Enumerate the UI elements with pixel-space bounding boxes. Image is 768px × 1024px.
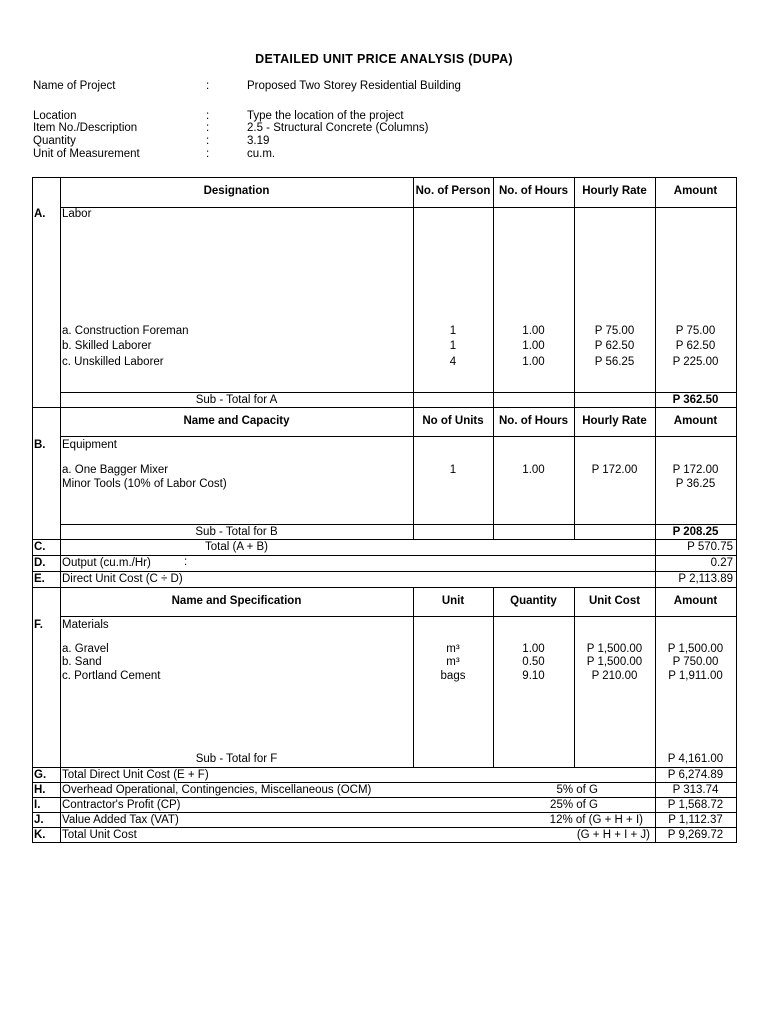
col-header-name-capacity: Name and Capacity [183, 415, 290, 427]
table-divider [32, 797, 737, 798]
row-letter: J. [34, 814, 44, 826]
equipment-row-amount: P 36.25 [675, 478, 716, 490]
equipment-row-rate: P 172.00 [591, 464, 638, 476]
row-letter: D. [34, 557, 46, 569]
labor-row-persons: 1 [449, 340, 457, 352]
labor-row-amount: P 225.00 [672, 356, 719, 368]
col-header-rate: Hourly Rate [582, 415, 647, 427]
labor-row-name: b. Skilled Laborer [62, 340, 152, 352]
table-divider [32, 571, 737, 572]
equipment-row-name: Minor Tools (10% of Labor Cost) [62, 478, 227, 490]
table-divider [60, 524, 737, 525]
table-divider [60, 207, 737, 208]
labor-row-rate: P 62.50 [594, 340, 635, 352]
subtotal-label: Sub - Total for B [195, 526, 278, 538]
labor-row-rate: P 56.25 [594, 356, 635, 368]
table-border-right [736, 177, 737, 843]
item-label: Item No./Description [33, 122, 138, 134]
table-divider [60, 177, 61, 843]
labor-row-amount: P 75.00 [675, 325, 716, 337]
unit-value: cu.m. [247, 148, 276, 160]
section-letter: B. [34, 439, 46, 451]
material-row-qty: 9.10 [522, 670, 545, 682]
table-divider [655, 177, 656, 843]
table-divider [32, 782, 737, 783]
summary-basis: (G + H + I + J) [576, 829, 650, 841]
col-header-unit-cost: Unit Cost [588, 595, 641, 607]
summary-label: Direct Unit Cost (C ÷ D) [62, 573, 183, 585]
table-border-left [32, 177, 33, 843]
section-title: Labor [62, 208, 92, 220]
item-value: 2.5 - Structural Concrete (Columns) [247, 122, 429, 134]
table-divider [32, 767, 737, 768]
colon: : [206, 135, 210, 147]
labor-row-name: a. Construction Foreman [62, 325, 189, 337]
row-letter: K. [34, 829, 46, 841]
summary-label: Total Unit Cost [62, 829, 137, 841]
col-header-amount: Amount [673, 185, 718, 197]
col-header-amount: Amount [673, 415, 718, 427]
col-header-hours: No. of Hours [499, 415, 568, 427]
summary-value: P 9,269.72 [667, 829, 724, 841]
material-row-name: a. Gravel [62, 643, 109, 655]
summary-basis: 25% of G [550, 799, 598, 811]
labor-row-hours: 1.00 [522, 356, 545, 368]
location-label: Location [33, 110, 77, 122]
row-letter: I. [34, 799, 41, 811]
equipment-row-units: 1 [449, 464, 457, 476]
colon: : [206, 122, 210, 134]
material-row-name: b. Sand [62, 656, 102, 668]
col-header-hours: No. of Hours [499, 185, 568, 197]
equipment-row-name: a. One Bagger Mixer [62, 464, 169, 476]
summary-value: P 6,274.89 [667, 769, 724, 781]
summary-value: P 570.75 [687, 541, 733, 553]
summary-value: P 313.74 [672, 784, 719, 796]
labor-row-persons: 1 [449, 325, 457, 337]
labor-row-hours: 1.00 [522, 325, 545, 337]
labor-row-name: c. Unskilled Laborer [62, 356, 164, 368]
summary-value: P 1,112.37 [668, 814, 723, 826]
colon: : [184, 556, 188, 568]
material-row-qty: 1.00 [522, 643, 545, 655]
summary-value: 0.27 [710, 557, 733, 569]
material-row-amount: P 750.00 [672, 656, 719, 668]
row-letter: C. [34, 541, 46, 553]
section-title: Equipment [62, 439, 117, 451]
material-row-cost: P 1,500.00 [586, 656, 643, 668]
subtotal-value: P 4,161.00 [667, 753, 724, 765]
col-header-designation: Designation [203, 185, 270, 197]
col-header-persons: No. of Person [415, 185, 491, 197]
table-divider [60, 436, 737, 437]
table-divider [60, 392, 737, 393]
material-row-name: c. Portland Cement [62, 670, 161, 682]
material-row-unit: bags [440, 670, 466, 682]
page-title: DETAILED UNIT PRICE ANALYSIS (DUPA) [255, 52, 513, 66]
summary-label: Overhead Operational, Contingencies, Miscellaneous (OCM) [62, 784, 372, 796]
colon: : [206, 80, 210, 92]
material-row-qty: 0.50 [522, 656, 545, 668]
project-label: Name of Project [33, 80, 116, 92]
col-header-unit: Unit [441, 595, 465, 607]
material-row-amount: P 1,911.00 [668, 670, 723, 682]
quantity-value: 3.19 [247, 135, 270, 147]
material-row-cost: P 1,500.00 [586, 643, 643, 655]
unit-label: Unit of Measurement [33, 148, 140, 160]
project-value: Proposed Two Storey Residential Building [247, 80, 461, 92]
section-letter: F. [34, 619, 43, 631]
subtotal-value: P 362.50 [672, 394, 719, 406]
table-border-bottom [32, 842, 737, 843]
table-divider [32, 812, 737, 813]
summary-label: Total Direct Unit Cost (E + F) [62, 769, 209, 781]
colon: : [206, 110, 210, 122]
table-divider [32, 587, 737, 588]
equipment-row-amount: P 172.00 [672, 464, 719, 476]
table-divider [60, 616, 737, 617]
labor-row-persons: 4 [449, 356, 457, 368]
row-letter: E. [34, 573, 45, 585]
summary-label: Contractor's Profit (CP) [62, 799, 181, 811]
equipment-row-hours: 1.00 [522, 464, 545, 476]
summary-value: P 1,568.72 [667, 799, 724, 811]
subtotal-value: P 208.25 [672, 526, 719, 538]
summary-basis: 5% of G [556, 784, 598, 796]
summary-value: P 2,113.89 [678, 573, 733, 585]
material-row-unit: m³ [446, 656, 460, 668]
col-header-rate: Hourly Rate [582, 185, 647, 197]
table-divider [32, 407, 737, 408]
summary-label: Total (A + B) [205, 541, 268, 553]
section-letter: A. [34, 208, 46, 220]
col-header-name-spec: Name and Specification [171, 595, 302, 607]
subtotal-label: Sub - Total for A [195, 394, 278, 406]
material-row-unit: m³ [446, 643, 460, 655]
location-value: Type the location of the project [247, 110, 404, 122]
row-letter: G. [34, 769, 47, 781]
material-row-amount: P 1,500.00 [667, 643, 724, 655]
summary-label: Output (cu.m./Hr) [62, 557, 151, 569]
material-row-cost: P 210.00 [591, 670, 638, 682]
labor-row-hours: 1.00 [522, 340, 545, 352]
table-divider [32, 539, 737, 540]
labor-row-rate: P 75.00 [594, 325, 635, 337]
col-header-units: No of Units [422, 415, 484, 427]
colon: : [206, 148, 210, 160]
labor-row-amount: P 62.50 [675, 340, 716, 352]
table-border-top [32, 177, 737, 178]
table-divider [32, 555, 737, 556]
table-divider [32, 827, 737, 828]
summary-label: Value Added Tax (VAT) [62, 814, 179, 826]
row-letter: H. [34, 784, 46, 796]
summary-basis: 12% of (G + H + I) [549, 814, 643, 826]
col-header-quantity: Quantity [510, 595, 557, 607]
subtotal-label: Sub - Total for F [195, 753, 278, 765]
section-title: Materials [62, 619, 109, 631]
col-header-amount: Amount [673, 595, 718, 607]
quantity-label: Quantity [33, 135, 76, 147]
